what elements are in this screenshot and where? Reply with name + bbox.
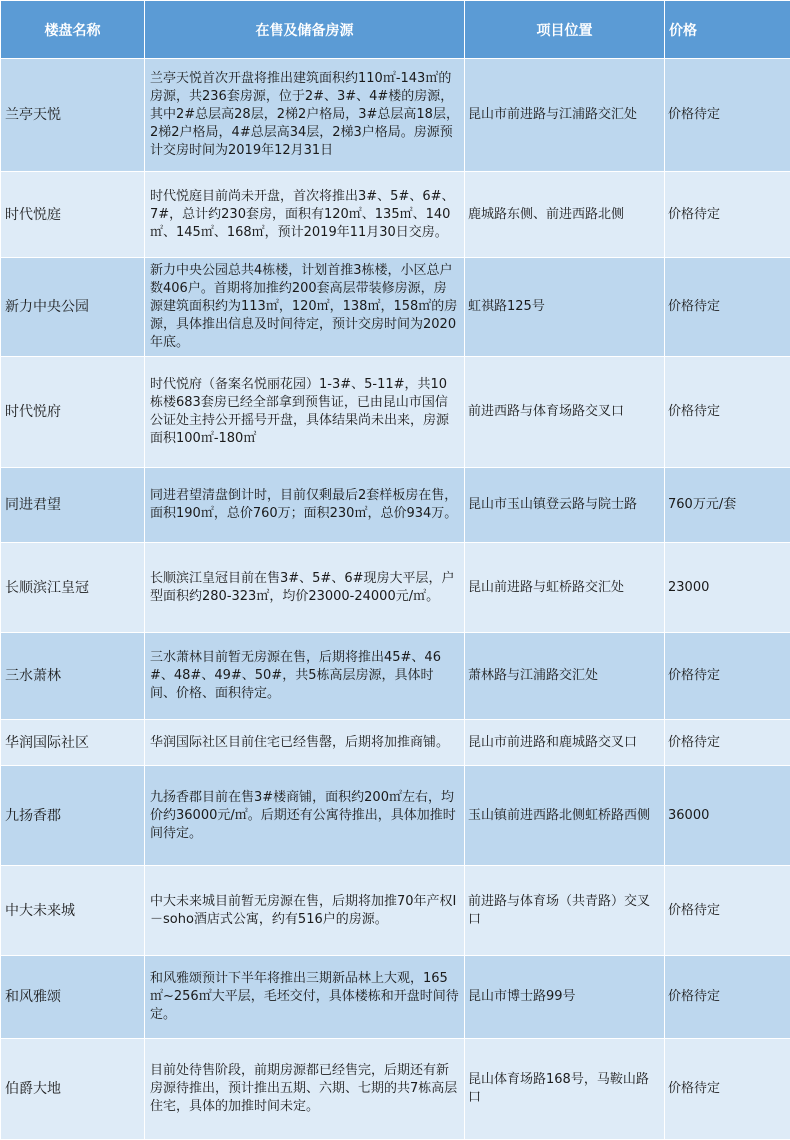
cell-price: 价格待定: [665, 956, 790, 1039]
cell-name: 同进君望: [1, 468, 145, 543]
cell-listing: 长顺滨江皇冠目前在售3#、5#、6#现房大平层，户型面积约280-323㎡，均价23000-24000元/㎡。: [145, 543, 465, 633]
table-row: [1, 468, 790, 543]
cell-name: 中大未来城: [1, 866, 145, 956]
cell-name: 长顺滨江皇冠: [1, 543, 145, 633]
table-header-row: [1, 1, 790, 59]
table-row: [1, 633, 790, 720]
cell-price: 价格待定: [665, 633, 790, 720]
cell-location: 昆山市前进路与江浦路交汇处: [465, 59, 665, 172]
cell-name: 九扬香郡: [1, 766, 145, 866]
cell-location: 前进路与体育场（共青路）交叉口: [465, 866, 665, 956]
table-row: [1, 357, 790, 468]
cell-location: 昆山市玉山镇登云路与院士路: [465, 468, 665, 543]
cell-listing: 时代悦府（备案名悦丽花园）1-3#、5-11#，共10栋楼683套房已经全部拿到预售证，已由昆山市国信公证处主持公开摇号开盘，具体结果尚未出来，房源面积100㎡-180㎡: [145, 357, 465, 468]
cell-location: 昆山体育场路168号，马鞍山路口: [465, 1039, 665, 1140]
cell-listing: 兰亭天悦首次开盘将推出建筑面积约110㎡-143㎡的房源，共236套房源，位于2#、3#、4#楼的房源，其中2#总层高28层，2梯2户格局，3#总层高18层，2梯2户格局，4#总层高34层，2梯3户格局。房源预计交房时间为2019年12月31日: [145, 59, 465, 172]
cell-listing: 新力中央公园总共4栋楼，计划首推3栋楼，小区总户数406户。首期将加推约200套高层带装修房源，房源建筑面积约为113㎡，120㎡，138㎡，158㎡的房源，具体推出信息及时间待定，预计交房时间为2020年底。: [145, 258, 465, 357]
cell-name: 兰亭天悦: [1, 59, 145, 172]
cell-name: 三水萧林: [1, 633, 145, 720]
cell-name: 时代悦府: [1, 357, 145, 468]
cell-listing: 同进君望清盘倒计时，目前仅剩最后2套样板房在售，面积190㎡，总价760万；面积230㎡，总价934万。: [145, 468, 465, 543]
cell-price: 价格待定: [665, 720, 790, 766]
table-row: [1, 59, 790, 172]
cell-name: 新力中央公园: [1, 258, 145, 357]
header-name: 楼盘名称: [1, 1, 145, 59]
table-row: [1, 720, 790, 766]
header-price: 价格: [665, 1, 790, 59]
cell-location: 前进西路与体育场路交叉口: [465, 357, 665, 468]
cell-listing: 三水萧林目前暂无房源在售，后期将推出45#、46#、48#、49#、50#，共5栋高层房源，具体时间、价格、面积待定。: [145, 633, 465, 720]
table-row: [1, 866, 790, 956]
cell-price: 价格待定: [665, 172, 790, 258]
cell-price: 价格待定: [665, 1039, 790, 1140]
cell-location: 昆山前进路与虹桥路交汇处: [465, 543, 665, 633]
table-row: [1, 543, 790, 633]
cell-price: 价格待定: [665, 258, 790, 357]
header-listing: 在售及储备房源: [145, 1, 465, 59]
cell-price: 760万元/套: [665, 468, 790, 543]
cell-location: 虹祺路125号: [465, 258, 665, 357]
cell-location: 昆山市前进路和鹿城路交叉口: [465, 720, 665, 766]
header-location: 项目位置: [465, 1, 665, 59]
cell-name: 时代悦庭: [1, 172, 145, 258]
table-row: [1, 258, 790, 357]
cell-price: 价格待定: [665, 357, 790, 468]
cell-name: 伯爵大地: [1, 1039, 145, 1140]
cell-price: 23000: [665, 543, 790, 633]
table-row: [1, 766, 790, 866]
cell-name: 和风雅颂: [1, 956, 145, 1039]
cell-price: 价格待定: [665, 866, 790, 956]
table-row: [1, 956, 790, 1039]
cell-location: 玉山镇前进西路北侧虹桥路西侧: [465, 766, 665, 866]
cell-location: 萧林路与江浦路交汇处: [465, 633, 665, 720]
cell-price: 价格待定: [665, 59, 790, 172]
cell-location: 昆山市博士路99号: [465, 956, 665, 1039]
cell-name: 华润国际社区: [1, 720, 145, 766]
table-row: [1, 1039, 790, 1140]
cell-listing: 华润国际社区目前住宅已经售罄，后期将加推商铺。: [145, 720, 465, 766]
cell-listing: 九扬香郡目前在售3#楼商铺，面积约200㎡左右，均价约36000元/㎡。后期还有公寓待推出，具体加推时间待定。: [145, 766, 465, 866]
cell-listing: 中大未来城目前暂无房源在售，后期将加推70年产权I－soho酒店式公寓，约有516户的房源。: [145, 866, 465, 956]
cell-listing: 和风雅颂预计下半年将推出三期新品林上大观，165㎡~256㎡大平层，毛坯交付，具体楼栋和开盘时间待定。: [145, 956, 465, 1039]
cell-listing: 时代悦庭目前尚未开盘，首次将推出3#、5#、6#、7#，总计约230套房，面积有120㎡、135㎡、140㎡、145㎡、168㎡，预计2019年11月30日交房。: [145, 172, 465, 258]
table-row: [1, 172, 790, 258]
cell-listing: 目前处待售阶段，前期房源都已经售完，后期还有新房源待推出，预计推出五期、六期、七期的共7栋高层住宅，具体的加推时间未定。: [145, 1039, 465, 1140]
cell-price: 36000: [665, 766, 790, 866]
cell-location: 鹿城路东侧、前进西路北侧: [465, 172, 665, 258]
